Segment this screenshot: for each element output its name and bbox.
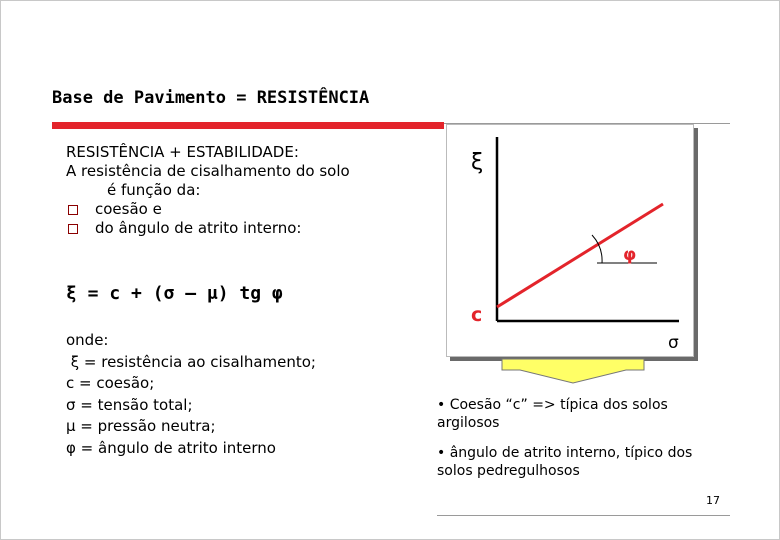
- angle-arc: [592, 235, 602, 263]
- square-bullet-icon: [68, 224, 78, 234]
- definition-line: c = coesão;: [66, 374, 155, 392]
- intercept-label: c: [471, 304, 483, 326]
- definition-line: μ = pressão neutra;: [66, 417, 216, 435]
- square-bullet-icon: [68, 205, 78, 215]
- bullet-item: [66, 200, 350, 219]
- intro-line-2: A resistência de cisalhamento do solo: [66, 162, 350, 180]
- definitions-list: [66, 330, 316, 459]
- bullet-item: [66, 219, 350, 238]
- notes-box: [437, 396, 727, 492]
- down-arrow-icon: [498, 356, 648, 386]
- mohr-coulomb-diagram: [446, 124, 694, 357]
- definition-line: σ = tensão total;: [66, 395, 193, 414]
- note-cohesion: • Coesão “c” => típica dos solos argilosos: [437, 397, 668, 431]
- intro-text: [66, 143, 350, 238]
- bullet-text: coesão e: [95, 200, 162, 218]
- definition-line: φ = ângulo de atrito interno: [66, 438, 276, 457]
- shear-formula: ξ = c + (σ – μ) tg φ: [66, 283, 283, 304]
- note-friction-angle: • ângulo de atrito interno, típico dos solos pedregulhosos: [437, 445, 693, 479]
- x-axis-label: σ: [668, 333, 679, 353]
- title-accent-bar: [52, 122, 444, 129]
- angle-label: φ: [623, 245, 637, 265]
- bullet-text: do ângulo de atrito interno:: [95, 219, 302, 237]
- failure-envelope-line: [497, 204, 663, 307]
- y-axis-label: ξ: [471, 150, 484, 175]
- definition-line: ξ = resistência ao cisalhamento;: [66, 352, 316, 371]
- page-number: 17: [706, 494, 720, 507]
- diagram-svg: [447, 125, 693, 356]
- intro-line-1: RESISTÊNCIA + ESTABILIDADE:: [66, 143, 299, 161]
- footer-rule: [437, 515, 730, 516]
- definition-line: onde:: [66, 331, 109, 349]
- slide-title: Base de Pavimento = RESISTÊNCIA: [52, 88, 370, 108]
- intro-line-3: é função da:: [107, 181, 201, 199]
